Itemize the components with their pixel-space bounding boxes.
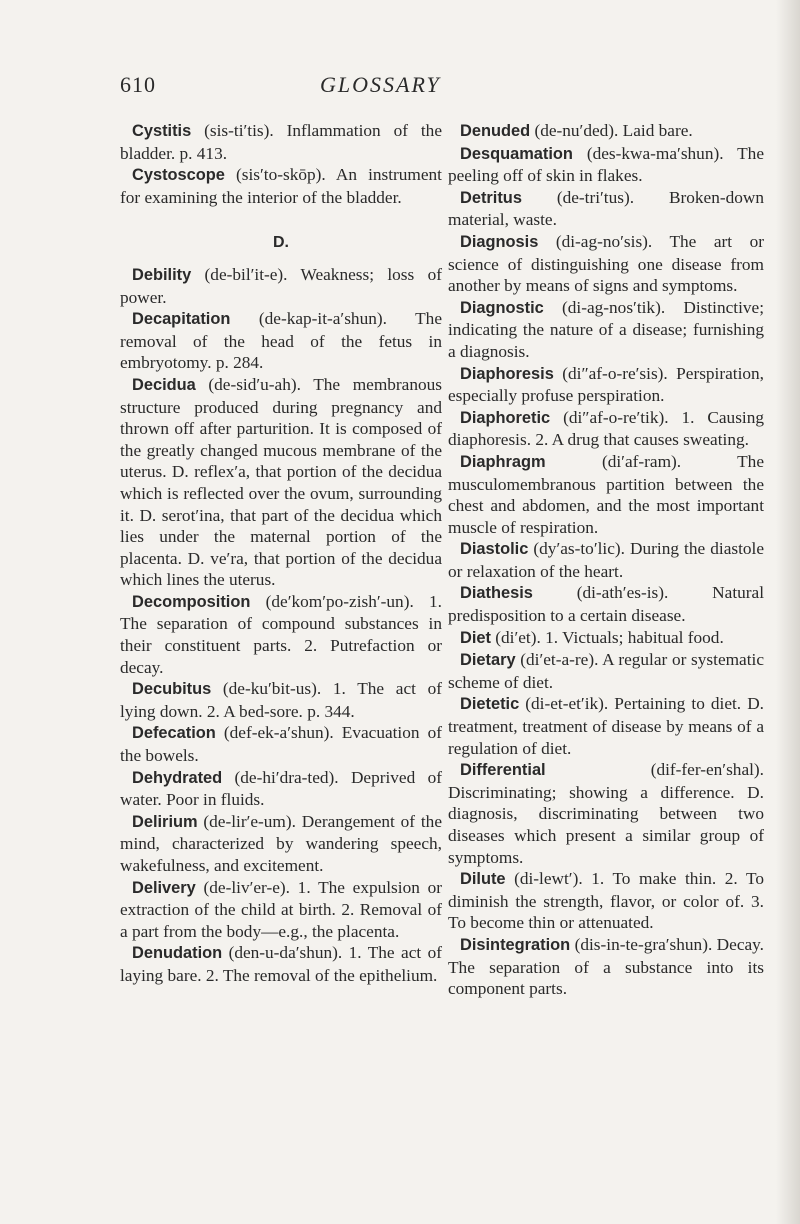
glossary-term: Dilute [460,870,506,889]
glossary-definition: (de-sid′u-ah). The membranous structure produced during pregnancy and thrown off after parturition. It is composed of the greatly changed mucous membrane of the uterus. D. reflex′a, that portion of the decidua which is reflected over the ovum, surrounding it. D. serot′ina, that part of the decidua which lies under the maternal portion of the placenta. D. ve′ra, that portion of the decidua which lines the uterus. [120,374,442,590]
glossary-definition: (de-hi′dra-ted). Deprived of water. Poor in fluids. [120,767,442,810]
running-head: GLOSSARY [320,72,441,97]
glossary-entry [120,591,442,678]
section-letter: D. [273,234,289,252]
glossary-definition: (de-bil′it-e). Weakness; loss of power. [120,264,442,307]
glossary-term: Delivery [132,878,196,897]
glossary-entry [448,297,764,363]
glossary-entry [448,451,764,538]
glossary-entry [448,538,764,582]
glossary-term: Denudation [132,944,223,963]
glossary-entry [448,693,764,759]
glossary-entry [120,308,442,374]
glossary-entry [120,942,442,986]
glossary-term: Cystitis [132,122,192,140]
glossary-entry [120,722,442,766]
glossary-term: Decomposition [132,592,251,611]
glossary-entry [448,231,764,297]
glossary-definition: (di-ath′es-is). Natural predisposition to a certain disease. [448,583,764,626]
glossary-entry [120,120,442,164]
glossary-entry [120,678,442,722]
glossary-definition: (di′et). 1. Victuals; habitual food. [490,627,724,647]
glossary-entry [448,868,764,934]
glossary-entry [448,120,764,143]
left-column [120,120,442,987]
glossary-term: Diastolic [460,540,529,559]
glossary-definition: (def-ek-a′shun). Evacuation of the bowels. [120,723,442,766]
glossary-term: Disintegration [460,935,571,954]
glossary-term: Diaphoretic [460,408,551,427]
glossary-definition: (de-lir′e-um). Derangement of the mind, characterized by wandering speech, wakefulness, and excitement. [120,811,442,875]
glossary-definition: (di″af-o-re′tik). 1. Causing diaphoresis. 2. A drug that causes sweating. [448,407,764,450]
glossary-entry [448,934,764,1000]
glossary-entry [120,264,442,308]
glossary-definition: (den-u-da′shun). 1. The act of laying bare. 2. The removal of the epithelium. [120,943,442,985]
glossary-definition: (de-tri′tus). Broken-down material, waste. [448,187,764,230]
glossary-term: Diet [460,628,491,647]
glossary-entry [448,143,764,187]
glossary-definition: (di′af-ram). The musculomembranous partition between the chest and abdomen, and the most important muscle of respiration. [448,451,764,537]
glossary-term: Debility [132,265,192,284]
glossary-entry [448,759,764,868]
glossary-term: Dietary [460,651,516,670]
glossary-definition: (di″af-o-re′sis). Perspiration, especially profuse perspiration. [448,363,764,406]
right-column [448,120,764,1000]
glossary-term: Delirium [132,812,198,831]
glossary-definition: (dy′as-to′lic). During the diastole or relaxation of the heart. [448,539,764,581]
glossary-entry [448,582,764,626]
glossary-entry [448,363,764,407]
glossary-term: Decidua [132,375,196,394]
glossary-term: Desquamation [460,144,573,163]
glossary-term: Diaphragm [460,452,546,471]
glossary-definition: (sis-ti′tis). Inflammation of the bladder. p. 413. [120,121,442,163]
glossary-definition: (di-ag-nos′tik). Distinctive; indicating the nature of a disease; furnishing a diagnosis. [448,297,764,361]
glossary-definition: (dif-fer-en′shal). Discriminating; showing a difference. D. diagnosis, discriminating between two diseases which present a similar group of symptoms. [448,760,764,867]
glossary-definition: (dis-in-te-gra′shun). Decay. The separation of a substance into its component parts. [448,934,764,999]
glossary-entry [448,407,764,451]
glossary-term: Diathesis [460,584,533,603]
glossary-entry [120,767,442,811]
glossary-definition: (di′et-a-re). A regular or systematic scheme of diet. [448,650,764,692]
glossary-entry [120,374,442,591]
glossary-definition: (sis′to-skōp). An instrument for examining the interior of the bladder. [120,165,442,207]
glossary-definition: (di-et-et′ik). Pertaining to diet. D. treatment, treatment of disease by means of a regulation of diet. [448,694,764,758]
glossary-definition: (di-lewt′). 1. To make thin. 2. To diminish the strength, flavor, or color of. 3. To become thin or attenuated. [448,869,764,933]
glossary-entry [448,187,764,231]
page-edge-shadow [776,0,800,1224]
glossary-term: Dehydrated [132,768,223,787]
glossary-term: Detritus [460,188,522,207]
glossary-term: Cystoscope [132,166,225,185]
glossary-term: Decubitus [132,680,212,699]
glossary-definition: (de-ku′bit-us). 1. The act of lying down. 2. A bed-sore. p. 344. [120,679,442,721]
page-number: 610 [120,72,156,97]
glossary-term: Differential [460,761,546,780]
glossary-definition: (di-ag-no′sis). The art or science of distinguishing one disease from another by means of signs and symptoms. [448,231,764,296]
glossary-term: Diaphoresis [460,364,554,383]
glossary-entry [448,649,764,693]
page-header [120,72,680,104]
glossary-entry [120,811,442,877]
glossary-term: Decapitation [132,310,231,329]
glossary-term: Denuded [460,122,531,140]
glossary-entry [120,877,442,943]
glossary-definition: (de-liv′er-e). 1. The expulsion or extraction of the child at birth. 2. Removal of a part from the body—e.g., the placenta. [120,877,442,941]
glossary-entry [448,627,764,650]
glossary-term: Diagnosis [460,232,539,251]
glossary-definition: (de-kap-it-a′shun). The removal of the head of the fetus in embryotomy. p. 284. [120,309,442,373]
glossary-definition: (des-kwa-ma′shun). The peeling off of skin in flakes. [448,143,764,186]
glossary-term: Diagnostic [460,298,544,317]
glossary-definition: (de-nu′ded). Laid bare. [530,121,693,140]
glossary-entry [120,164,442,208]
glossary-term: Dietetic [460,695,520,714]
glossary-term: Defecation [132,724,216,743]
glossary-definition: (de′kom′po-zish′-un). 1. The separation of compound substances in their constituent parts. 2. Putrefaction or decay. [120,591,442,677]
